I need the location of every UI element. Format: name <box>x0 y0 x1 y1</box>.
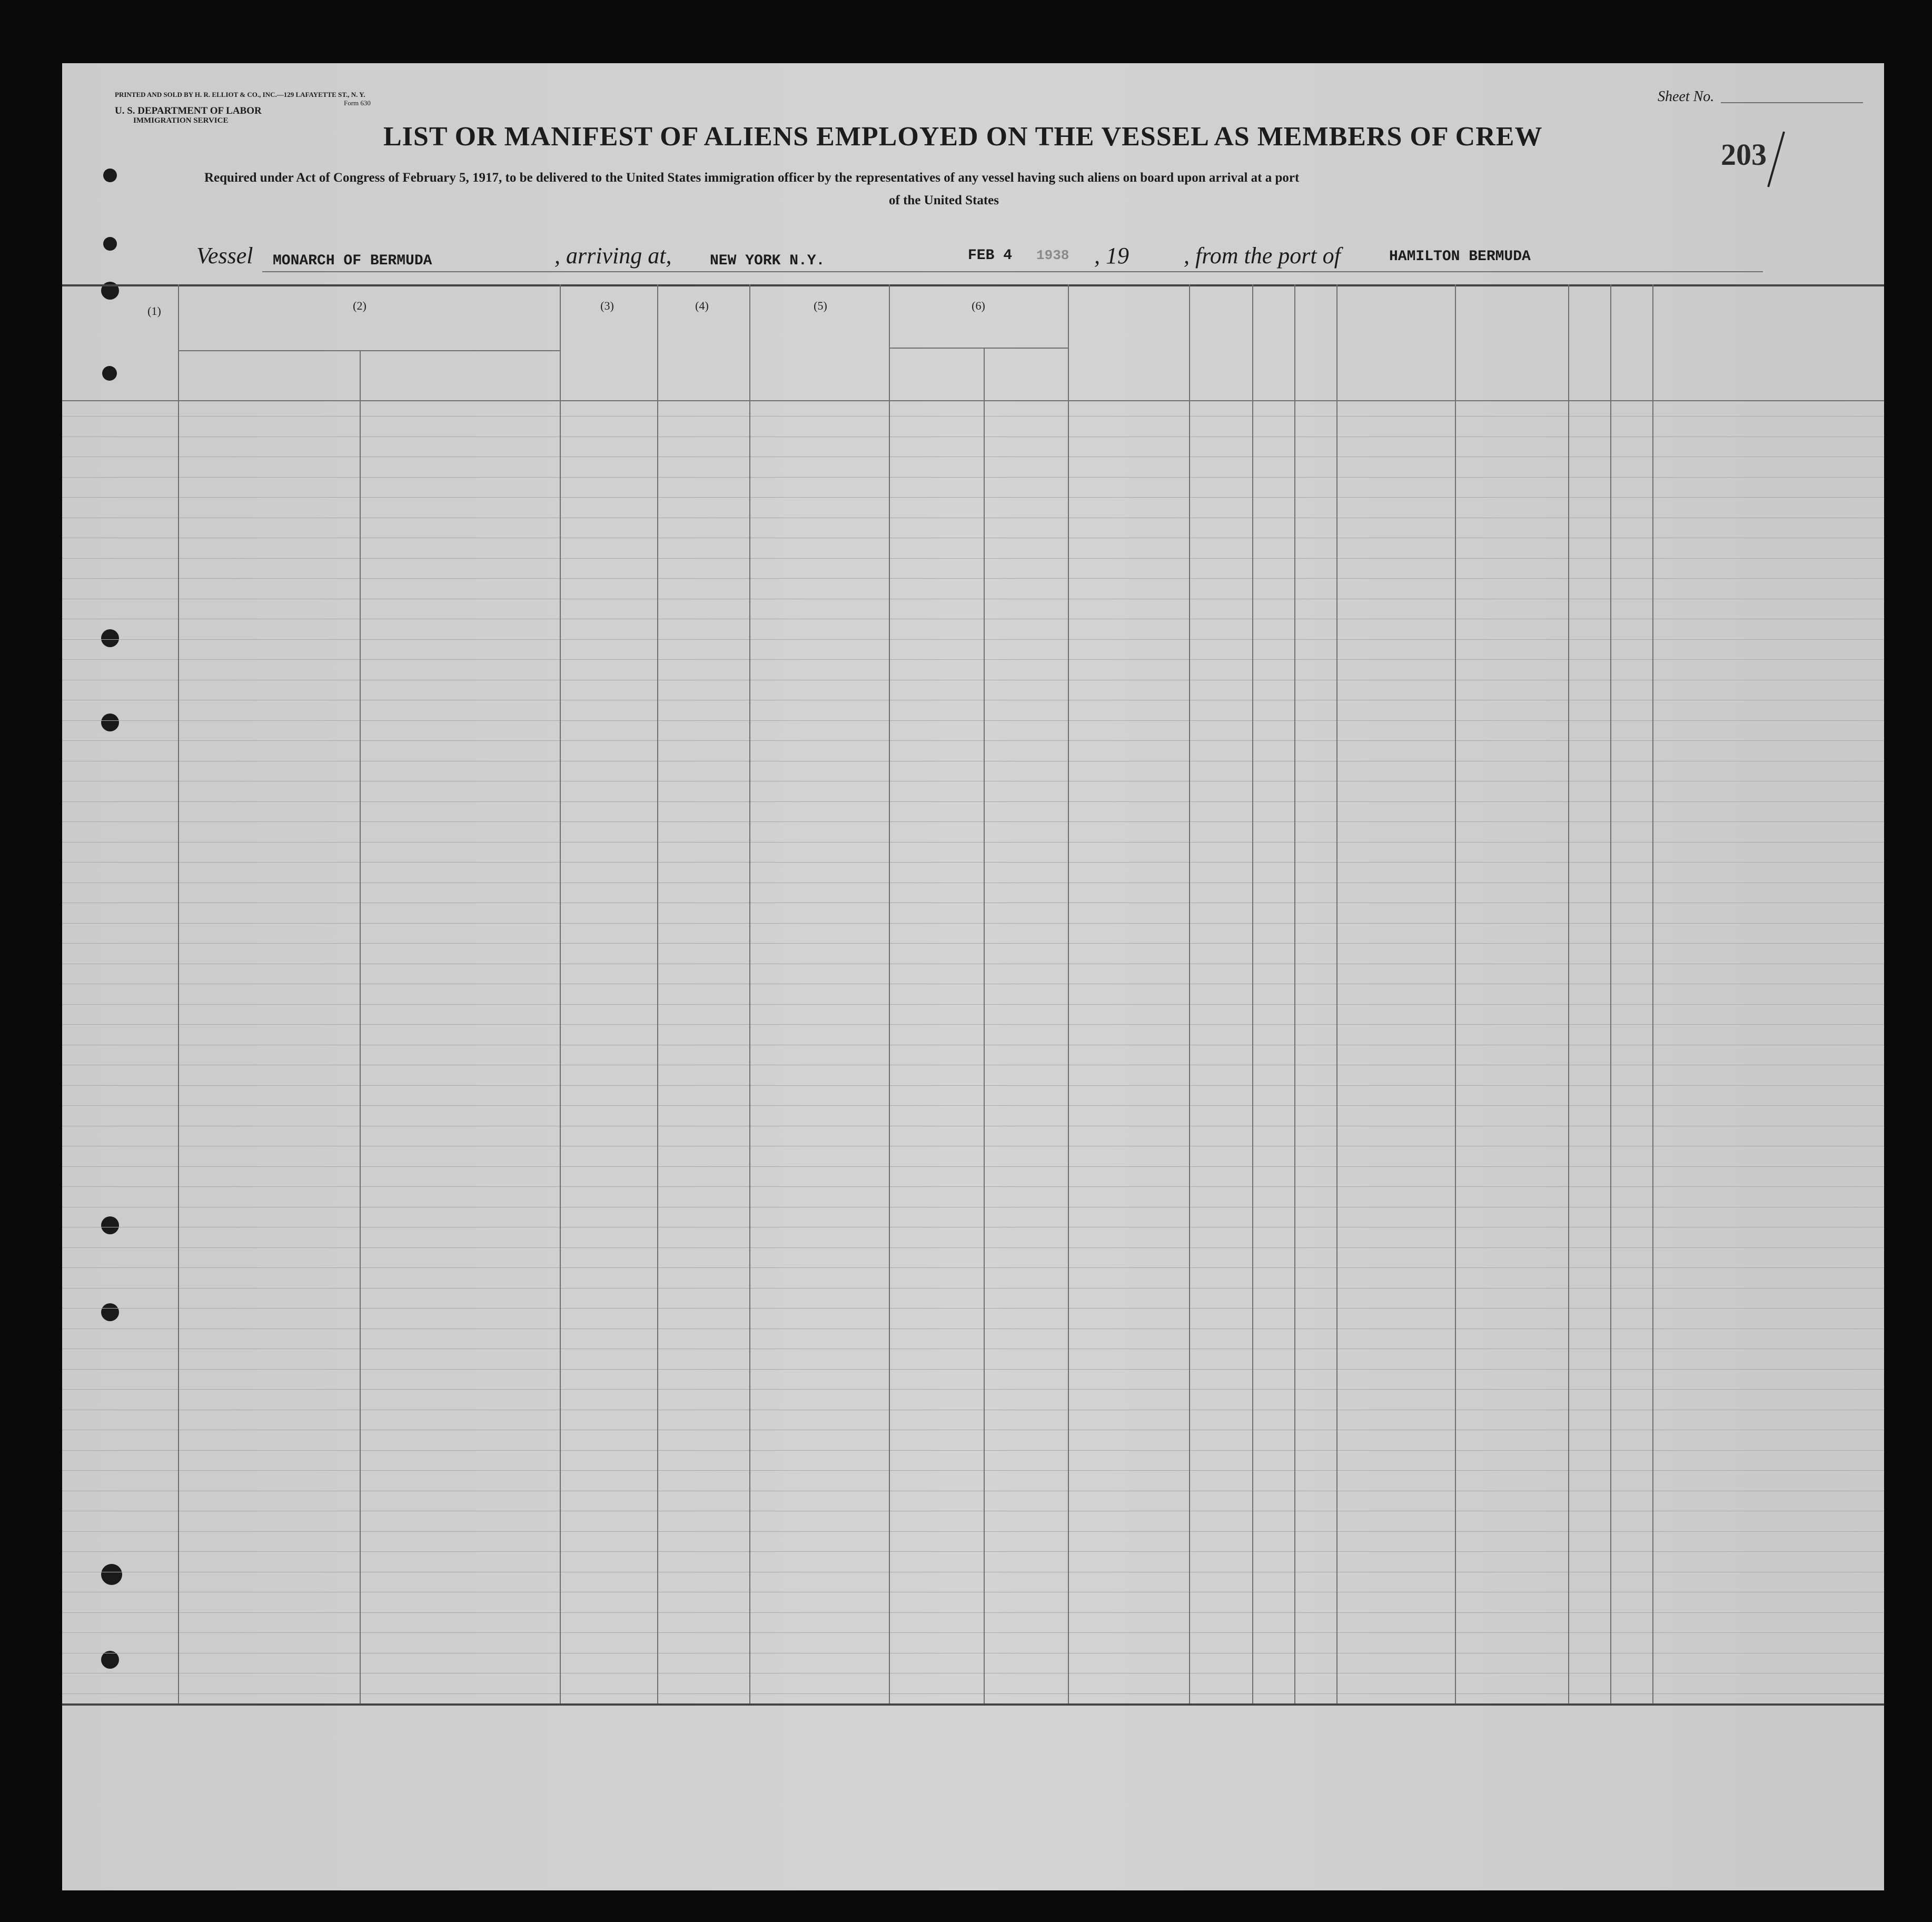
sheet-stamp-number: 203 <box>1721 137 1767 172</box>
col-number: (2) <box>353 299 366 312</box>
from-port-label: , from the port of <box>1184 243 1341 269</box>
punch-hole <box>103 237 117 251</box>
col-divider <box>889 284 890 1703</box>
col-number: (4) <box>695 299 709 312</box>
shipped-subheader-line <box>889 348 1068 349</box>
arrival-date: FEB 4 <box>968 247 1013 264</box>
col-divider <box>1252 284 1253 1703</box>
service-name: IMMIGRATION SERVICE <box>133 116 229 125</box>
col-number: (5) <box>814 299 827 312</box>
vessel-name: MONARCH OF BERMUDA <box>273 253 432 269</box>
form-number: Form 630 <box>344 99 371 107</box>
punch-hole <box>101 1651 119 1669</box>
col-divider <box>1652 284 1653 1703</box>
voyage-underline <box>262 271 1763 272</box>
arrival-port: NEW YORK N.Y. <box>710 253 825 269</box>
table-bottom-border <box>62 1703 1884 1706</box>
year-label: , 19 <box>1094 243 1129 269</box>
page-subtitle-2: of the United States <box>889 193 999 207</box>
sheet-no-line <box>1721 102 1863 103</box>
punch-hole <box>102 366 117 381</box>
col-divider <box>984 348 985 1703</box>
col-divider <box>1568 284 1569 1703</box>
col-divider <box>360 350 361 1703</box>
sheet-no-label: Sheet No. <box>1658 88 1715 105</box>
department-name: U. S. DEPARTMENT OF LABOR <box>115 105 262 116</box>
col-divider <box>1610 284 1611 1703</box>
col-divider <box>1068 284 1069 1703</box>
punch-hole <box>101 629 119 647</box>
printer-credit: PRINTED AND SOLD BY H. R. ELLIOT & CO., INC.—129 LAFAYETTE ST., N. Y. <box>115 91 365 98</box>
col-number: (6) <box>972 299 985 312</box>
col-divider <box>560 284 561 1703</box>
from-port: HAMILTON BERMUDA <box>1389 249 1531 265</box>
page-subtitle: Required under Act of Congress of February 5, 1917, to be delivered to the United States immigration officer by the representatives of any vessel having such aliens on board upon arrival at a port <box>204 171 1300 185</box>
col-divider <box>1336 284 1337 1703</box>
punch-hole <box>103 169 117 182</box>
arriving-label: , arriving at, <box>554 243 672 269</box>
punch-hole <box>101 1564 122 1585</box>
col-divider <box>178 284 179 1703</box>
stamp-strike <box>1763 129 1795 192</box>
arrival-year-stamp: 1938 <box>1036 247 1069 263</box>
col-divider <box>1189 284 1190 1703</box>
col-divider <box>657 284 658 1703</box>
col-divider <box>749 284 750 1703</box>
col-number: (3) <box>600 299 614 312</box>
punch-hole <box>101 714 119 731</box>
col-number: (1) <box>147 304 161 318</box>
page-title: LIST OR MANIFEST OF ALIENS EMPLOYED ON THE VESSEL AS MEMBERS OF CREW <box>383 122 1543 152</box>
vessel-label: Vessel <box>196 243 253 269</box>
punch-hole <box>101 1216 119 1234</box>
name-subheader-line <box>178 350 560 351</box>
col-divider <box>1294 284 1295 1703</box>
manifest-sheet <box>62 63 1884 1890</box>
punch-hole <box>101 1303 119 1321</box>
col-divider <box>1455 284 1456 1703</box>
